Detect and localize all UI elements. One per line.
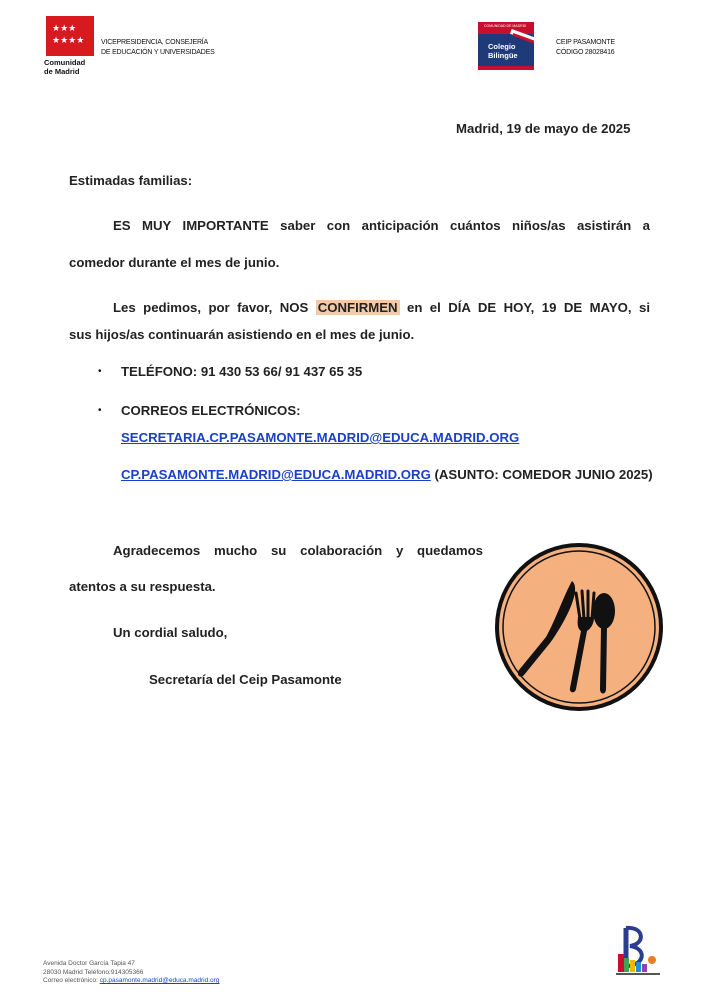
paragraph-2-line-2: sus hijos/as continuarán asistiendo en el mes de junio. — [69, 327, 415, 342]
paragraph-2-line-1 — [113, 300, 650, 315]
school-logo — [614, 924, 662, 980]
comunidad-madrid-logo: ★★★ ★★★★ — [46, 16, 94, 56]
highlighted-confirmen: CONFIRMEN — [317, 300, 398, 315]
paragraph-1-line-1: ES MUY IMPORTANTE saber con anticipación cuántos niños/as asistirán a — [113, 218, 650, 233]
thanks-line-1: Agradecemos mucho su colaboración y quedamos — [113, 543, 483, 558]
ceip-info: CEIP PASAMONTE CÓDIGO 28028416 — [556, 39, 615, 56]
footer-address: Avenida Doctor García Tapia 47 28030 Madrid Teléfono:914305366 Correo electrónico: cp.pasamonte.madrid@educa.madrid.org — [43, 960, 220, 984]
letter-date: Madrid, 19 de mayo de 2025 — [456, 121, 631, 136]
thanks-line-2: atentos a su respuesta. — [69, 579, 216, 594]
email-link-pasamonte[interactable]: CP.PASAMONTE.MADRID@EDUCA.MADRID.ORG — [121, 467, 431, 482]
salutation: Un cordial saludo, — [113, 625, 228, 640]
footer-email-link[interactable]: cp.pasamonte.madrid@educa.madrid.org — [99, 977, 220, 984]
cutlery-plate-icon — [494, 539, 664, 715]
bullet-correos: • — [98, 405, 102, 416]
email-line-2 — [121, 467, 653, 482]
comunidad-madrid-name: Comunidad de Madrid — [44, 58, 86, 76]
signature: Secretaría del Ceip Pasamonte — [149, 672, 342, 687]
email-link-secretaria[interactable]: SECRETARIA.CP.PASAMONTE.MADRID@EDUCA.MADRID.ORG — [121, 430, 520, 445]
paragraph-1-line-2: comedor durante el mes de junio. — [69, 255, 280, 270]
asunto-text: (ASUNTO: COMEDOR JUNIO 2025) — [434, 467, 653, 482]
consejeria-text: VICEPRESIDENCIA, CONSEJERÍA DE EDUCACIÓN Y UNIVERSIDADES — [101, 39, 215, 56]
colegio-bilingue-logo: COMUNIDAD DE MADRID Colegio Bilingüe — [478, 22, 534, 70]
telefono-text: TELÉFONO: 91 430 53 66/ 91 437 65 35 — [121, 364, 363, 379]
bullet-telefono: • — [98, 366, 102, 377]
greeting: Estimadas familias: — [69, 173, 193, 188]
correos-label: CORREOS ELECTRÓNICOS: — [121, 403, 301, 418]
p2-post-text: en el DÍA DE HOY, 19 DE MAYO, si — [406, 300, 650, 315]
p2-pre-text: Les pedimos, por favor, NOS — [113, 300, 309, 315]
